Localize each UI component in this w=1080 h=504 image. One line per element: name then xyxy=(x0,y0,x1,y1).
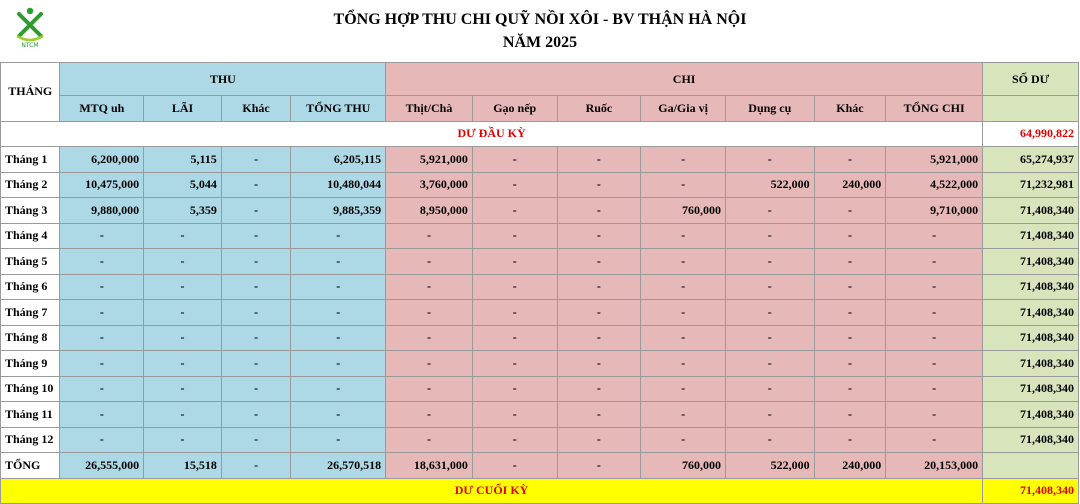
thu-cell[interactable]: - xyxy=(144,274,222,300)
chi-cell[interactable]: - xyxy=(557,300,641,326)
col-header-mtq[interactable]: MTQ uh xyxy=(60,96,144,122)
thu-cell[interactable]: - xyxy=(60,274,144,300)
so-du-cell[interactable]: 71,408,340 xyxy=(983,274,1079,300)
chi-cell[interactable]: - xyxy=(814,376,886,402)
thu-cell[interactable]: 5,115 xyxy=(144,147,222,173)
chi-cell[interactable]: - xyxy=(814,223,886,249)
col-header-ruoc[interactable]: Ruốc xyxy=(557,96,641,122)
chi-cell[interactable]: 760,000 xyxy=(641,198,726,224)
chi-cell[interactable]: - xyxy=(641,351,726,377)
month-label[interactable]: Tháng 9 xyxy=(1,351,60,377)
total-chi-cell[interactable]: - xyxy=(472,453,557,479)
thu-cell[interactable]: - xyxy=(221,249,291,275)
month-label[interactable]: Tháng 8 xyxy=(1,325,60,351)
budget-table xyxy=(0,62,1079,504)
thu-cell[interactable]: 6,200,000 xyxy=(60,147,144,173)
so-du-cell[interactable]: 71,408,340 xyxy=(983,300,1079,326)
chi-cell[interactable]: - xyxy=(886,427,983,453)
month-row xyxy=(1,402,1079,428)
header-chi[interactable]: CHI xyxy=(386,63,983,96)
chi-cell[interactable]: - xyxy=(472,172,557,198)
chi-cell[interactable]: - xyxy=(814,274,886,300)
thu-cell[interactable]: - xyxy=(60,402,144,428)
chi-cell[interactable]: 8,950,000 xyxy=(386,198,473,224)
thu-cell[interactable]: - xyxy=(221,376,291,402)
chi-cell[interactable]: - xyxy=(814,300,886,326)
chi-cell[interactable]: - xyxy=(641,427,726,453)
total-thu-cell[interactable]: - xyxy=(221,453,291,479)
thu-cell[interactable]: - xyxy=(291,325,386,351)
so-du-cell[interactable]: 71,408,340 xyxy=(983,325,1079,351)
group-header-row xyxy=(1,63,1079,96)
chi-cell[interactable]: - xyxy=(886,351,983,377)
sheet-title: TỔNG HỢP THU CHI QUỸ NỒI XÔI - BV THẬN HÀ NỘI xyxy=(333,11,747,28)
chi-cell[interactable]: 4,522,000 xyxy=(886,172,983,198)
thu-cell[interactable]: - xyxy=(291,351,386,377)
opening-balance-label[interactable]: DƯ ĐẦU KỲ xyxy=(1,121,983,147)
total-thu-cell[interactable]: 26,555,000 xyxy=(60,453,144,479)
thu-cell[interactable]: - xyxy=(144,249,222,275)
so-du-subheader-cell[interactable] xyxy=(983,96,1079,122)
chi-cell[interactable]: - xyxy=(725,147,814,173)
chi-cell[interactable]: - xyxy=(886,325,983,351)
thu-cell[interactable]: - xyxy=(144,325,222,351)
month-row xyxy=(1,147,1079,173)
so-du-cell[interactable]: 71,408,340 xyxy=(983,351,1079,377)
thu-cell[interactable]: - xyxy=(291,274,386,300)
chi-cell[interactable]: - xyxy=(386,325,473,351)
thu-cell[interactable]: - xyxy=(291,402,386,428)
month-row xyxy=(1,300,1079,326)
chi-cell[interactable]: - xyxy=(386,376,473,402)
col-header-thit-cha[interactable]: Thịt/Chà xyxy=(386,96,473,122)
total-thu-cell[interactable]: 15,518 xyxy=(144,453,222,479)
month-row xyxy=(1,198,1079,224)
chi-cell[interactable]: - xyxy=(557,274,641,300)
closing-balance-label[interactable]: DƯ CUỐI KỲ xyxy=(1,478,983,504)
chi-cell[interactable]: 5,921,000 xyxy=(886,147,983,173)
total-so-du-cell[interactable] xyxy=(983,453,1079,479)
chi-cell[interactable]: - xyxy=(557,249,641,275)
col-header-thu-khac[interactable]: Khác xyxy=(221,96,291,122)
chi-cell[interactable]: - xyxy=(725,198,814,224)
chi-cell[interactable]: - xyxy=(557,376,641,402)
month-label[interactable]: Tháng 4 xyxy=(1,223,60,249)
chi-cell[interactable]: - xyxy=(472,325,557,351)
month-label[interactable]: Tháng 1 xyxy=(1,147,60,173)
sheet-header xyxy=(0,0,1080,62)
col-header-tong-chi[interactable]: TỔNG CHI xyxy=(886,96,983,122)
chi-cell[interactable]: - xyxy=(557,325,641,351)
chi-cell[interactable]: - xyxy=(725,402,814,428)
chi-cell[interactable]: - xyxy=(814,351,886,377)
chi-cell[interactable]: - xyxy=(641,402,726,428)
chi-cell[interactable]: - xyxy=(886,300,983,326)
thu-cell[interactable]: - xyxy=(221,172,291,198)
header-thu[interactable]: THU xyxy=(60,63,386,96)
chi-cell[interactable]: - xyxy=(472,427,557,453)
chi-cell[interactable]: - xyxy=(472,147,557,173)
chi-cell[interactable]: - xyxy=(386,427,473,453)
chi-cell[interactable]: - xyxy=(725,223,814,249)
chi-cell[interactable]: - xyxy=(557,402,641,428)
month-label[interactable]: Tháng 7 xyxy=(1,300,60,326)
opening-balance-row xyxy=(1,121,1079,147)
chi-cell[interactable]: - xyxy=(886,274,983,300)
so-du-cell[interactable]: 71,408,340 xyxy=(983,198,1079,224)
chi-cell[interactable]: - xyxy=(886,223,983,249)
month-label[interactable]: Tháng 5 xyxy=(1,249,60,275)
month-row xyxy=(1,325,1079,351)
month-label[interactable]: Tháng 11 xyxy=(1,402,60,428)
thu-cell[interactable]: - xyxy=(144,402,222,428)
total-chi-cell[interactable]: - xyxy=(557,453,641,479)
chi-cell[interactable]: - xyxy=(641,172,726,198)
chi-cell[interactable]: - xyxy=(641,376,726,402)
thu-cell[interactable]: 5,359 xyxy=(144,198,222,224)
chi-cell[interactable]: - xyxy=(725,274,814,300)
thu-cell[interactable]: - xyxy=(221,300,291,326)
thu-cell[interactable]: - xyxy=(60,427,144,453)
header-so-du[interactable]: SỐ DƯ xyxy=(983,63,1079,96)
total-thu-cell[interactable]: 26,570,518 xyxy=(291,453,386,479)
chi-cell[interactable]: - xyxy=(472,198,557,224)
so-du-cell[interactable]: 71,408,340 xyxy=(983,249,1079,275)
month-label[interactable]: Tháng 10 xyxy=(1,376,60,402)
so-du-cell[interactable]: 65,274,937 xyxy=(983,147,1079,173)
chi-cell[interactable]: - xyxy=(886,249,983,275)
chi-cell[interactable]: - xyxy=(557,351,641,377)
thu-cell[interactable]: - xyxy=(60,300,144,326)
chi-cell[interactable]: - xyxy=(557,172,641,198)
thu-cell[interactable]: - xyxy=(221,147,291,173)
thu-cell[interactable]: - xyxy=(60,223,144,249)
chi-cell[interactable]: - xyxy=(725,427,814,453)
chi-cell[interactable]: - xyxy=(386,223,473,249)
thu-cell[interactable]: - xyxy=(221,223,291,249)
thu-cell[interactable]: - xyxy=(291,249,386,275)
chi-cell[interactable]: - xyxy=(472,376,557,402)
chi-cell[interactable]: - xyxy=(725,351,814,377)
chi-cell[interactable]: - xyxy=(814,198,886,224)
thu-cell[interactable]: 9,880,000 xyxy=(60,198,144,224)
chi-cell[interactable]: - xyxy=(472,300,557,326)
chi-cell[interactable]: - xyxy=(814,249,886,275)
thu-cell[interactable]: - xyxy=(60,249,144,275)
thu-cell[interactable]: - xyxy=(291,376,386,402)
chi-cell[interactable]: 5,921,000 xyxy=(386,147,473,173)
thu-cell[interactable]: 6,205,115 xyxy=(291,147,386,173)
col-header-gao-nep[interactable]: Gạo nếp xyxy=(472,96,557,122)
svg-text:NTCM: NTCM xyxy=(21,42,39,48)
thu-cell[interactable]: - xyxy=(60,376,144,402)
chi-cell[interactable]: - xyxy=(472,274,557,300)
total-chi-cell[interactable]: 760,000 xyxy=(641,453,726,479)
so-du-cell[interactable]: 71,232,981 xyxy=(983,172,1079,198)
thu-cell[interactable]: - xyxy=(144,223,222,249)
chi-cell[interactable]: - xyxy=(557,198,641,224)
month-row xyxy=(1,274,1079,300)
month-row xyxy=(1,172,1079,198)
total-chi-cell[interactable]: 522,000 xyxy=(725,453,814,479)
thu-cell[interactable]: - xyxy=(291,300,386,326)
chi-cell[interactable]: - xyxy=(641,249,726,275)
chi-cell[interactable]: - xyxy=(641,325,726,351)
chi-cell[interactable]: - xyxy=(557,223,641,249)
total-row xyxy=(1,453,1079,479)
chi-cell[interactable]: - xyxy=(641,147,726,173)
column-header-row xyxy=(1,96,1079,122)
col-header-tong-thu[interactable]: TỔNG THU xyxy=(291,96,386,122)
chi-cell[interactable]: - xyxy=(725,325,814,351)
thu-cell[interactable]: - xyxy=(291,427,386,453)
month-row xyxy=(1,249,1079,275)
chi-cell[interactable]: - xyxy=(725,300,814,326)
chi-cell[interactable]: 522,000 xyxy=(725,172,814,198)
chi-cell[interactable]: - xyxy=(472,249,557,275)
so-du-cell[interactable]: 71,408,340 xyxy=(983,427,1079,453)
chi-cell[interactable]: - xyxy=(725,376,814,402)
month-row xyxy=(1,223,1079,249)
thu-cell[interactable]: - xyxy=(221,351,291,377)
month-row xyxy=(1,351,1079,377)
chi-cell[interactable]: - xyxy=(814,402,886,428)
total-label[interactable]: TỔNG xyxy=(1,453,60,479)
total-chi-cell[interactable]: 20,153,000 xyxy=(886,453,983,479)
chi-cell[interactable]: 240,000 xyxy=(814,172,886,198)
chi-cell[interactable]: - xyxy=(814,147,886,173)
chi-cell[interactable]: - xyxy=(557,147,641,173)
header-month[interactable]: THÁNG xyxy=(1,63,60,122)
thu-cell[interactable]: - xyxy=(60,325,144,351)
total-chi-cell[interactable]: 240,000 xyxy=(814,453,886,479)
thu-cell[interactable]: 10,480,044 xyxy=(291,172,386,198)
chi-cell[interactable]: - xyxy=(641,300,726,326)
so-du-cell[interactable]: 71,408,340 xyxy=(983,223,1079,249)
chi-cell[interactable]: - xyxy=(641,223,726,249)
chi-cell[interactable]: - xyxy=(886,402,983,428)
closing-balance-value[interactable]: 71,408,340 xyxy=(983,478,1079,504)
chi-cell[interactable]: - xyxy=(386,351,473,377)
col-header-ga-gia-vi[interactable]: Ga/Gia vị xyxy=(641,96,726,122)
thu-cell[interactable]: - xyxy=(144,351,222,377)
thu-cell[interactable]: - xyxy=(221,274,291,300)
chi-cell[interactable]: 9,710,000 xyxy=(886,198,983,224)
chi-cell[interactable]: - xyxy=(386,249,473,275)
thu-cell[interactable]: - xyxy=(221,325,291,351)
month-label[interactable]: Tháng 2 xyxy=(1,172,60,198)
so-du-cell[interactable]: 71,408,340 xyxy=(983,376,1079,402)
chi-cell[interactable]: - xyxy=(886,376,983,402)
thu-cell[interactable]: 9,885,359 xyxy=(291,198,386,224)
chi-cell[interactable]: - xyxy=(472,223,557,249)
month-row xyxy=(1,427,1079,453)
col-header-lai[interactable]: LÃI xyxy=(144,96,222,122)
chi-cell[interactable]: 3,760,000 xyxy=(386,172,473,198)
chi-cell[interactable]: - xyxy=(814,427,886,453)
chi-cell[interactable]: - xyxy=(814,325,886,351)
col-header-chi-khac[interactable]: Khác xyxy=(814,96,886,122)
chi-cell[interactable]: - xyxy=(386,274,473,300)
chi-cell[interactable]: - xyxy=(386,300,473,326)
thu-cell[interactable]: - xyxy=(291,223,386,249)
chi-cell[interactable]: - xyxy=(641,274,726,300)
month-label[interactable]: Tháng 6 xyxy=(1,274,60,300)
thu-cell[interactable]: - xyxy=(221,198,291,224)
thu-cell[interactable]: - xyxy=(60,351,144,377)
thu-cell[interactable]: - xyxy=(221,427,291,453)
thu-cell[interactable]: - xyxy=(144,300,222,326)
thu-cell[interactable]: - xyxy=(221,402,291,428)
month-label[interactable]: Tháng 3 xyxy=(1,198,60,224)
thu-cell[interactable]: 10,475,000 xyxy=(60,172,144,198)
chi-cell[interactable]: - xyxy=(472,402,557,428)
month-label[interactable]: Tháng 12 xyxy=(1,427,60,453)
chi-cell[interactable]: - xyxy=(386,402,473,428)
thu-cell[interactable]: - xyxy=(144,427,222,453)
chi-cell[interactable]: - xyxy=(557,427,641,453)
thu-cell[interactable]: 5,044 xyxy=(144,172,222,198)
chi-cell[interactable]: - xyxy=(472,351,557,377)
month-row xyxy=(1,376,1079,402)
so-du-cell[interactable]: 71,408,340 xyxy=(983,402,1079,428)
opening-balance-value[interactable]: 64,990,822 xyxy=(983,121,1079,147)
sheet-year: NĂM 2025 xyxy=(502,34,578,51)
thu-cell[interactable]: - xyxy=(144,376,222,402)
total-chi-cell[interactable]: 18,631,000 xyxy=(386,453,473,479)
col-header-dung-cu[interactable]: Dụng cụ xyxy=(725,96,814,122)
chi-cell[interactable]: - xyxy=(725,249,814,275)
